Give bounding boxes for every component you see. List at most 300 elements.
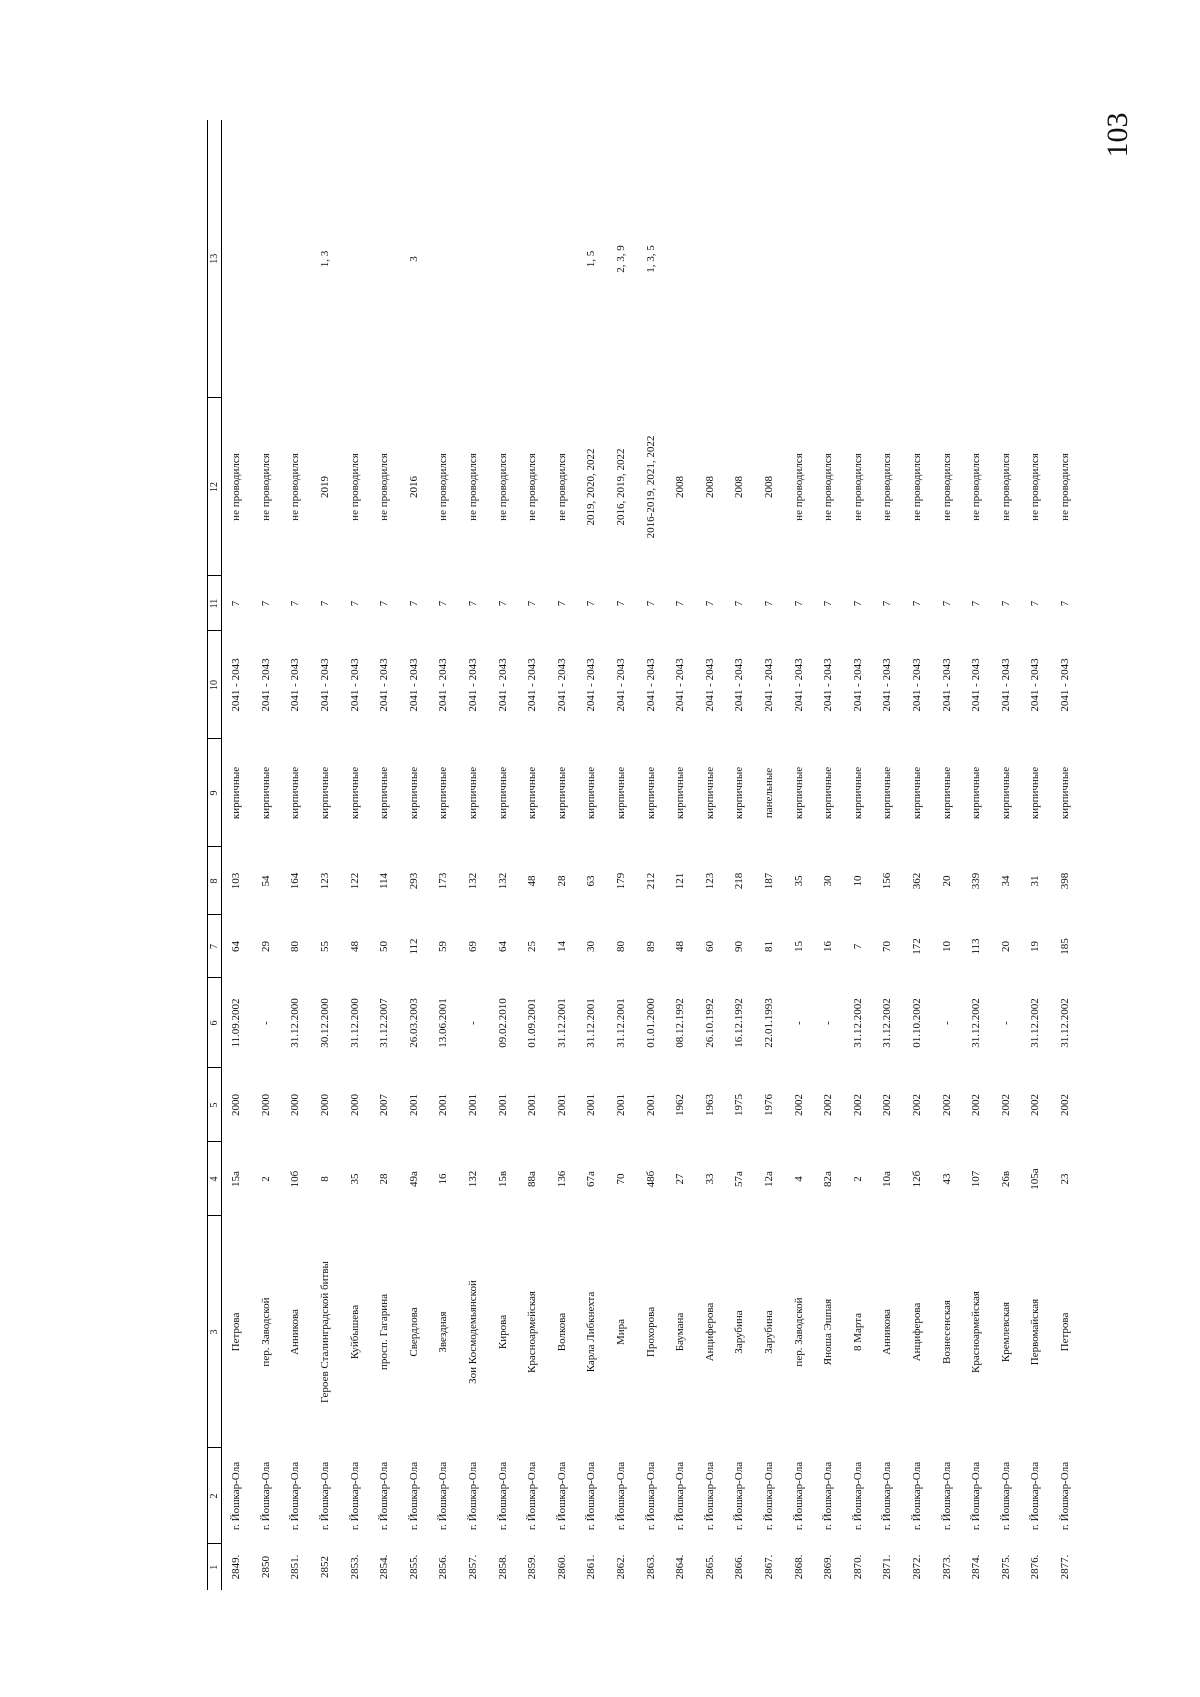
repair-years-cell: не проводился (910, 453, 923, 521)
wall-material-cell: кирпичные (555, 766, 568, 820)
row-number-cell: 2876. (1029, 1554, 1042, 1580)
residents-cell: 103 (230, 872, 243, 890)
residents-cell: 63 (585, 875, 598, 887)
apartments-cell: 19 (1029, 941, 1042, 952)
commission-date-cell: 01.09.2001 (526, 998, 539, 1048)
row-number-cell: 2875. (999, 1554, 1012, 1580)
planned-period-cell: 2041 - 2043 (851, 658, 864, 712)
commission-date-cell: 11.09.2002 (230, 998, 243, 1048)
house-number-cell: 8 (319, 1176, 332, 1182)
street-cell: Зои Космодемьянской (467, 1280, 480, 1384)
repair-types-cell: 3 (407, 256, 420, 262)
house-number-cell: 10б (289, 1170, 302, 1188)
column-header-6: 6 (208, 978, 222, 1068)
housing-registry-table (207, 120, 1080, 1590)
apartments-cell: 64 (496, 941, 509, 952)
row-number-cell: 2855. (407, 1554, 420, 1580)
repair-years-cell: не проводился (1058, 453, 1071, 521)
planned-period-cell: 2041 - 2043 (970, 658, 983, 712)
street-cell: Кремлевская (999, 1301, 1012, 1363)
city-cell: г. Йошкар-Ола (792, 1461, 805, 1531)
row-number-cell: 2850 (259, 1556, 272, 1578)
house-number-cell: 15в (496, 1170, 509, 1188)
build-year-cell: 2001 (437, 1094, 450, 1116)
residents-cell: 132 (467, 872, 480, 890)
repair-years-cell: не проводился (999, 453, 1012, 521)
build-year-cell: 2002 (1029, 1094, 1042, 1116)
col-11-cell: 7 (822, 600, 835, 607)
table-row (518, 120, 548, 1590)
street-cell: пер. Заводской (792, 1297, 805, 1367)
table-row (488, 120, 518, 1590)
street-cell: Первомайская (1029, 1298, 1042, 1366)
residents-cell: 30 (822, 875, 835, 887)
planned-period-cell: 2041 - 2043 (881, 658, 894, 712)
build-year-cell: 2002 (792, 1094, 805, 1116)
repair-years-cell: 2008 (762, 476, 775, 498)
repair-types-cell (370, 120, 400, 398)
col-11-cell: 7 (407, 600, 420, 607)
city-cell: г. Йошкар-Ола (851, 1461, 864, 1531)
city-cell: г. Йошкар-Ола (230, 1461, 243, 1531)
residents-cell: 179 (615, 872, 628, 890)
col-11-cell: 7 (881, 600, 894, 607)
table-row (340, 120, 370, 1590)
column-header-10: 10 (208, 631, 222, 739)
build-year-cell: 2000 (289, 1094, 302, 1116)
house-number-cell: 57а (733, 1171, 746, 1187)
page-number: 103 (1101, 112, 1134, 158)
house-number-cell: 12б (910, 1170, 923, 1188)
rotated-table-wrapper (207, 120, 1071, 1590)
row-number-cell: 2871. (881, 1554, 894, 1580)
repair-years-cell: 2019, 2020, 2022 (585, 448, 598, 526)
city-cell: г. Йошкар-Ола (407, 1461, 420, 1531)
apartments-cell: 112 (407, 938, 420, 955)
apartments-cell: 14 (555, 941, 568, 952)
repair-years-cell: не проводился (851, 453, 864, 521)
build-year-cell: 2002 (999, 1094, 1012, 1116)
residents-cell: 123 (319, 872, 332, 890)
build-year-cell: 2001 (555, 1094, 568, 1116)
repair-years-cell: 2016-2019, 2021, 2022 (644, 435, 657, 539)
apartments-cell: 50 (378, 941, 391, 952)
table-row (725, 120, 755, 1590)
city-cell: г. Йошкар-Ола (496, 1461, 509, 1531)
commission-date-cell: 31.12.2001 (555, 998, 568, 1048)
street-cell: Красноармейская (526, 1291, 539, 1373)
planned-period-cell: 2041 - 2043 (703, 658, 716, 712)
planned-period-cell: 2041 - 2043 (999, 658, 1012, 712)
city-cell: г. Йошкар-Ола (467, 1461, 480, 1531)
street-cell: Вознесенская (940, 1300, 953, 1365)
repair-years-cell: не проводился (526, 453, 539, 521)
street-cell: Красноармейская (970, 1291, 983, 1373)
table-row (696, 120, 726, 1590)
table-row (636, 120, 666, 1590)
commission-date-cell: 31.12.2000 (348, 998, 361, 1048)
table-row (370, 120, 400, 1590)
column-header-13: 13 (208, 120, 222, 398)
row-number-cell: 2869. (822, 1554, 835, 1580)
house-number-cell: 67а (585, 1171, 598, 1187)
row-number-cell: 2873. (940, 1554, 953, 1580)
column-header-8: 8 (208, 847, 222, 915)
table-row (755, 120, 785, 1590)
city-cell: г. Йошкар-Ола (585, 1461, 598, 1531)
table-row (607, 120, 637, 1590)
apartments-cell: 60 (703, 941, 716, 952)
wall-material-cell: кирпичные (703, 766, 716, 820)
house-number-cell: 132 (467, 1170, 480, 1188)
residents-cell: 35 (792, 875, 805, 887)
street-cell: Петрова (1058, 1312, 1071, 1352)
build-year-cell: 2001 (526, 1094, 539, 1116)
commission-date-cell: 01.01.2000 (644, 998, 657, 1048)
city-cell: г. Йошкар-Ола (703, 1461, 716, 1531)
city-cell: г. Йошкар-Ола (1058, 1461, 1071, 1531)
residents-cell: 164 (289, 872, 302, 890)
planned-period-cell: 2041 - 2043 (1029, 658, 1042, 712)
repair-years-cell: 2016, 2019, 2022 (615, 448, 628, 526)
wall-material-cell: кирпичные (940, 766, 953, 820)
table-row (932, 120, 962, 1590)
house-number-cell: 48б (644, 1170, 657, 1188)
row-number-cell: 2865. (703, 1554, 716, 1580)
row-number-cell: 2852 (319, 1556, 332, 1578)
wall-material-cell: кирпичные (822, 766, 835, 820)
col-11-cell: 7 (289, 600, 302, 607)
repair-types-cell (843, 120, 873, 398)
street-cell: Яноша Эшпая (822, 1298, 835, 1366)
repair-years-cell: 2019 (319, 476, 332, 498)
repair-types-cell (755, 120, 785, 398)
planned-period-cell: 2041 - 2043 (555, 658, 568, 712)
apartments-cell: 89 (644, 941, 657, 952)
repair-types-cell (991, 120, 1021, 398)
table-row (311, 120, 341, 1590)
row-number-cell: 2854. (378, 1554, 391, 1580)
repair-years-cell: не проводился (940, 453, 953, 521)
repair-years-cell: не проводился (792, 453, 805, 521)
build-year-cell: 2001 (585, 1094, 598, 1116)
street-cell: Куйбышева (348, 1304, 361, 1360)
repair-types-cell: 2, 3, 9 (615, 245, 628, 273)
commission-date-cell: 08.12.1992 (674, 998, 687, 1048)
apartments-cell: 81 (762, 941, 775, 952)
apartments-cell: 59 (437, 941, 450, 952)
table-row (577, 120, 607, 1590)
build-year-cell: 2001 (496, 1094, 509, 1116)
wall-material-cell: кирпичные (615, 766, 628, 820)
commission-date-cell: - (467, 1021, 480, 1025)
row-number-cell: 2862. (615, 1554, 628, 1580)
street-cell: Волкова (555, 1312, 568, 1352)
wall-material-cell: кирпичные (644, 766, 657, 820)
apartments-cell: 48 (348, 941, 361, 952)
commission-date-cell: 13.06.2001 (437, 998, 450, 1048)
city-cell: г. Йошкар-Ола (1029, 1461, 1042, 1531)
column-header-1: 1 (208, 1544, 222, 1590)
street-cell: Мира (615, 1318, 628, 1346)
build-year-cell: 2002 (910, 1094, 923, 1116)
row-number-cell: 2857. (467, 1554, 480, 1580)
wall-material-cell: кирпичные (407, 766, 420, 820)
table-row (1021, 120, 1051, 1590)
col-11-cell: 7 (733, 600, 746, 607)
wall-material-cell: кирпичные (289, 766, 302, 820)
wall-material-cell: кирпичные (851, 766, 864, 820)
wall-material-cell: кирпичные (1029, 766, 1042, 820)
wall-material-cell: кирпичные (585, 766, 598, 820)
wall-material-cell: кирпичные (910, 766, 923, 820)
col-11-cell: 7 (437, 600, 450, 607)
col-11-cell: 7 (230, 600, 243, 607)
repair-years-cell: не проводился (970, 453, 983, 521)
commission-date-cell: 31.12.2001 (585, 998, 598, 1048)
planned-period-cell: 2041 - 2043 (585, 658, 598, 712)
house-number-cell: 107 (970, 1170, 983, 1188)
commission-date-cell: 31.12.2002 (1029, 998, 1042, 1048)
city-cell: г. Йошкар-Ола (733, 1461, 746, 1531)
house-number-cell: 27 (674, 1173, 687, 1185)
city-cell: г. Йошкар-Ола (999, 1461, 1012, 1531)
col-11-cell: 7 (555, 600, 568, 607)
apartments-cell: 7 (851, 943, 864, 950)
house-number-cell: 49а (407, 1171, 420, 1187)
repair-types-cell (459, 120, 489, 398)
build-year-cell: 1976 (762, 1094, 775, 1116)
repair-types-cell: 1, 3 (319, 250, 332, 268)
build-year-cell: 2002 (940, 1094, 953, 1116)
commission-date-cell: 31.12.2001 (615, 998, 628, 1048)
build-year-cell: 1962 (674, 1094, 687, 1116)
table-row (548, 120, 578, 1590)
repair-types-cell (932, 120, 962, 398)
wall-material-cell: кирпичные (881, 766, 894, 820)
city-cell: г. Йошкар-Ола (970, 1461, 983, 1531)
city-cell: г. Йошкар-Ола (555, 1461, 568, 1531)
city-cell: г. Йошкар-Ола (762, 1461, 775, 1531)
repair-types-cell (548, 120, 578, 398)
repair-types-cell (784, 120, 814, 398)
row-number-cell: 2872. (910, 1554, 923, 1580)
apartments-cell: 29 (259, 941, 272, 952)
repair-years-cell: не проводился (496, 453, 509, 521)
commission-date-cell: 26.10.1992 (703, 998, 716, 1048)
table-body (222, 120, 1081, 1590)
column-header-4: 4 (208, 1142, 222, 1216)
col-11-cell: 7 (703, 600, 716, 607)
column-header-3: 3 (208, 1216, 222, 1448)
planned-period-cell: 2041 - 2043 (348, 658, 361, 712)
commission-date-cell: - (822, 1021, 835, 1025)
residents-cell: 339 (970, 872, 983, 890)
apartments-cell: 64 (230, 941, 243, 952)
row-number-cell: 2870. (851, 1554, 864, 1580)
col-11-cell: 7 (851, 600, 864, 607)
repair-types-cell (1021, 120, 1051, 398)
street-cell: Зарубина (733, 1310, 746, 1354)
planned-period-cell: 2041 - 2043 (615, 658, 628, 712)
house-number-cell: 2 (259, 1176, 272, 1182)
build-year-cell: 2000 (259, 1094, 272, 1116)
commission-date-cell: 01.10.2002 (910, 998, 923, 1048)
col-11-cell: 7 (940, 600, 953, 607)
commission-date-cell: 31.12.2000 (289, 998, 302, 1048)
repair-types-cell (340, 120, 370, 398)
apartments-cell: 15 (792, 941, 805, 952)
col-11-cell: 7 (467, 600, 480, 607)
col-11-cell: 7 (644, 600, 657, 607)
apartments-cell: 90 (733, 941, 746, 952)
residents-cell: 156 (881, 872, 894, 890)
planned-period-cell: 2041 - 2043 (644, 658, 657, 712)
house-number-cell: 4 (792, 1176, 805, 1182)
house-number-cell: 16 (437, 1173, 450, 1185)
col-11-cell: 7 (970, 600, 983, 607)
apartments-cell: 69 (467, 941, 480, 952)
table-row (843, 120, 873, 1590)
residents-cell: 31 (1029, 875, 1042, 887)
build-year-cell: 1963 (703, 1094, 716, 1116)
residents-cell: 212 (644, 872, 657, 890)
build-year-cell: 2002 (851, 1094, 864, 1116)
residents-cell: 54 (259, 875, 272, 887)
city-cell: г. Йошкар-Ола (822, 1461, 835, 1531)
wall-material-cell: кирпичные (378, 766, 391, 820)
table-row (222, 120, 252, 1590)
wall-material-cell: кирпичные (230, 766, 243, 820)
planned-period-cell: 2041 - 2043 (319, 658, 332, 712)
table-row (400, 120, 430, 1590)
column-header-7: 7 (208, 915, 222, 978)
commission-date-cell: 30.12.2000 (319, 998, 332, 1048)
table-row (281, 120, 311, 1590)
residents-cell: 121 (674, 872, 687, 890)
wall-material-cell: кирпичные (1058, 766, 1071, 820)
col-11-cell: 7 (526, 600, 539, 607)
residents-cell: 34 (999, 875, 1012, 887)
repair-types-cell (281, 120, 311, 398)
house-number-cell: 35 (348, 1173, 361, 1185)
residents-cell: 398 (1058, 872, 1071, 890)
residents-cell: 132 (496, 872, 509, 890)
repair-years-cell: 2008 (703, 476, 716, 498)
row-number-cell: 2858. (496, 1554, 509, 1580)
repair-years-cell: 2008 (733, 476, 746, 498)
table-row (903, 120, 933, 1590)
house-number-cell: 23 (1058, 1173, 1071, 1185)
repair-types-cell (873, 120, 903, 398)
street-cell: Петрова (230, 1312, 243, 1352)
street-cell: Прохорова (644, 1306, 657, 1358)
build-year-cell: 2002 (822, 1094, 835, 1116)
wall-material-cell: кирпичные (467, 766, 480, 820)
repair-years-cell: не проводился (467, 453, 480, 521)
build-year-cell: 2001 (467, 1094, 480, 1116)
col-11-cell: 7 (259, 600, 272, 607)
repair-types-cell (1051, 120, 1081, 398)
city-cell: г. Йошкар-Ола (378, 1461, 391, 1531)
street-cell: Героев Сталинградской битвы (319, 1261, 332, 1403)
repair-years-cell: не проводился (289, 453, 302, 521)
repair-types-cell (725, 120, 755, 398)
planned-period-cell: 2041 - 2043 (437, 658, 450, 712)
repair-types-cell (962, 120, 992, 398)
wall-material-cell: кирпичные (970, 766, 983, 820)
wall-material-cell: кирпичные (526, 766, 539, 820)
row-number-cell: 2856. (437, 1554, 450, 1580)
repair-types-cell: 1, 3, 5 (644, 245, 657, 273)
planned-period-cell: 2041 - 2043 (822, 658, 835, 712)
wall-material-cell: кирпичные (999, 766, 1012, 820)
col-11-cell: 7 (1058, 600, 1071, 607)
street-cell: пер. Заводской (259, 1297, 272, 1367)
apartments-cell: 48 (674, 941, 687, 952)
street-cell: Свердлова (407, 1307, 420, 1357)
apartments-cell: 55 (319, 941, 332, 952)
residents-cell: 123 (703, 872, 716, 890)
col-11-cell: 7 (615, 600, 628, 607)
table-row (429, 120, 459, 1590)
row-number-cell: 2867. (762, 1554, 775, 1580)
column-header-9: 9 (208, 739, 222, 847)
build-year-cell: 2001 (644, 1094, 657, 1116)
city-cell: г. Йошкар-Ола (437, 1461, 450, 1531)
repair-types-cell (488, 120, 518, 398)
commission-date-cell: 31.12.2002 (881, 998, 894, 1048)
row-number-cell: 2859. (526, 1554, 539, 1580)
table-row (962, 120, 992, 1590)
table-row (814, 120, 844, 1590)
city-cell: г. Йошкар-Ола (910, 1461, 923, 1531)
city-cell: г. Йошкар-Ола (674, 1461, 687, 1531)
house-number-cell: 88а (526, 1171, 539, 1187)
repair-types-cell (903, 120, 933, 398)
commission-date-cell: 31.12.2002 (1058, 998, 1071, 1048)
build-year-cell: 2000 (348, 1094, 361, 1116)
commission-date-cell: 09.02.2010 (496, 998, 509, 1048)
planned-period-cell: 2041 - 2043 (674, 658, 687, 712)
city-cell: г. Йошкар-Ола (289, 1461, 302, 1531)
wall-material-cell: кирпичные (792, 766, 805, 820)
col-11-cell: 7 (585, 600, 598, 607)
apartments-cell: 20 (999, 941, 1012, 952)
house-number-cell: 70 (615, 1173, 628, 1185)
street-cell: Анникова (881, 1309, 894, 1355)
street-cell: Анциферова (703, 1302, 716, 1362)
header-row (208, 120, 222, 1590)
street-cell: Баумана (674, 1312, 687, 1352)
residents-cell: 362 (910, 872, 923, 890)
table-row (991, 120, 1021, 1590)
build-year-cell: 2001 (407, 1094, 420, 1116)
planned-period-cell: 2041 - 2043 (407, 658, 420, 712)
house-number-cell: 43 (940, 1173, 953, 1185)
build-year-cell: 2000 (319, 1094, 332, 1116)
repair-types-cell (429, 120, 459, 398)
repair-years-cell: не проводился (348, 453, 361, 521)
residents-cell: 10 (851, 875, 864, 887)
wall-material-cell: кирпичные (348, 766, 361, 820)
repair-years-cell: 2008 (674, 476, 687, 498)
city-cell: г. Йошкар-Ола (319, 1461, 332, 1531)
col-11-cell: 7 (792, 600, 805, 607)
repair-years-cell: не проводился (378, 453, 391, 521)
commission-date-cell: 22.01.1993 (762, 998, 775, 1048)
build-year-cell: 1975 (733, 1094, 746, 1116)
